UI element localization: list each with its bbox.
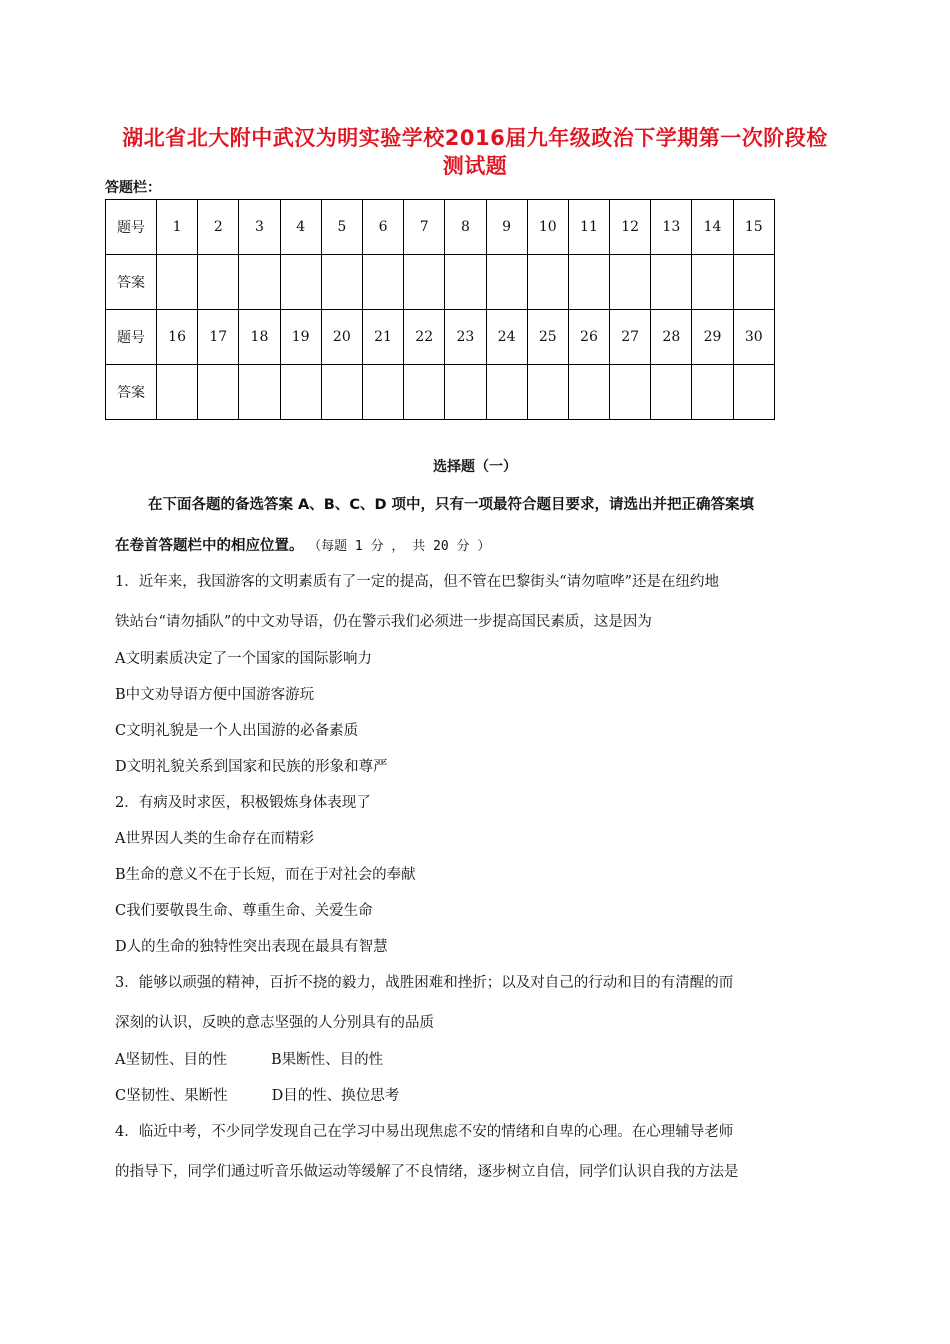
- answer-cell[interactable]: [321, 365, 362, 420]
- answer-cell[interactable]: [733, 365, 774, 420]
- answer-cell[interactable]: [486, 255, 527, 310]
- question-number: 11: [568, 200, 609, 255]
- answer-cell[interactable]: [404, 365, 445, 420]
- answer-cell[interactable]: [692, 365, 733, 420]
- answer-cell[interactable]: [692, 255, 733, 310]
- question-number: 21: [362, 310, 403, 365]
- answer-cell[interactable]: [157, 365, 198, 420]
- answer-cell[interactable]: [527, 365, 568, 420]
- instruction-note: （每题 1 分 ， 共 20 分 ）: [308, 539, 491, 554]
- question-number: 5: [321, 200, 362, 255]
- question-number: 17: [198, 310, 239, 365]
- question-number: 6: [362, 200, 403, 255]
- answer-cell[interactable]: [486, 365, 527, 420]
- answer-row-1: [106, 255, 775, 310]
- number-header: 题号: [106, 200, 157, 255]
- question-3-line-2: 深刻的认识，反映的意志坚强的人分别具有的品质: [115, 1015, 434, 1031]
- question-number: 22: [404, 310, 445, 365]
- question-number: 4: [280, 200, 321, 255]
- question-number: 9: [486, 200, 527, 255]
- number-row-2: [106, 310, 775, 365]
- answer-row-2: [106, 365, 775, 420]
- question-number: 30: [733, 310, 774, 365]
- question-number: 2: [198, 200, 239, 255]
- answer-cell[interactable]: [610, 255, 651, 310]
- question-number: 29: [692, 310, 733, 365]
- answer-cell[interactable]: [198, 255, 239, 310]
- answer-cell[interactable]: [651, 255, 692, 310]
- title-line-2: 测试题: [442, 154, 508, 178]
- document-title: [105, 124, 845, 180]
- question-3-line-1: 3．能够以顽强的精神，百折不挠的毅力，战胜困难和挫折；以及对自己的行动和目的有清醒的而: [115, 975, 734, 991]
- number-header: 题号: [106, 310, 157, 365]
- question-number: 13: [651, 200, 692, 255]
- question-2-option-d[interactable]: D人的生命的独特性突出表现在最具有智慧: [115, 939, 388, 955]
- question-3-option-d[interactable]: D目的性、换位思考: [271, 1088, 400, 1104]
- answer-cell[interactable]: [362, 365, 403, 420]
- answer-cell[interactable]: [568, 255, 609, 310]
- answer-cell[interactable]: [404, 255, 445, 310]
- answer-header: 答案: [106, 365, 157, 420]
- question-1-line-2: 铁站台“请勿插队”的中文劝导语，仍在警示我们必须进一步提高国民素质，这是因为: [115, 614, 652, 630]
- question-number: 14: [692, 200, 733, 255]
- question-4-line-2: 的指导下，同学们通过听音乐做运动等缓解了不良情绪，逐步树立自信，同学们认识自我的方法是: [115, 1164, 739, 1180]
- question-number: 25: [527, 310, 568, 365]
- answer-cell[interactable]: [651, 365, 692, 420]
- question-number: 27: [610, 310, 651, 365]
- question-number: 7: [404, 200, 445, 255]
- answer-header: 答案: [106, 255, 157, 310]
- question-1-option-d[interactable]: D文明礼貌关系到国家和民族的形象和尊严: [115, 759, 388, 775]
- answer-cell[interactable]: [445, 255, 486, 310]
- question-number: 18: [239, 310, 280, 365]
- question-3-option-a[interactable]: A坚韧性、目的性: [115, 1052, 227, 1068]
- answer-cell[interactable]: [445, 365, 486, 420]
- question-2-option-c[interactable]: C我们要敬畏生命、尊重生命、关爱生命: [115, 903, 373, 919]
- question-3-options-row-1: [115, 1048, 383, 1069]
- answer-cell[interactable]: [362, 255, 403, 310]
- question-number: 23: [445, 310, 486, 365]
- answer-cell[interactable]: [239, 255, 280, 310]
- answer-cell[interactable]: [198, 365, 239, 420]
- question-1-option-a[interactable]: A文明素质决定了一个国家的国际影响力: [115, 651, 372, 667]
- question-1-line-1: 1．近年来，我国游客的文明素质有了一定的提高，但不管在巴黎街头“请勿喧哗”还是在纽约地: [115, 574, 720, 590]
- question-3-options-row-2: [115, 1084, 399, 1105]
- question-number: 16: [157, 310, 198, 365]
- question-number: 3: [239, 200, 280, 255]
- question-number: 28: [651, 310, 692, 365]
- question-2-option-a[interactable]: A世界因人类的生命存在而精彩: [115, 831, 314, 847]
- question-number: 1: [157, 200, 198, 255]
- question-number: 20: [321, 310, 362, 365]
- question-3-option-b[interactable]: B果断性、目的性: [270, 1052, 384, 1068]
- instruction-line-1: 在下面各题的备选答案 A、B、C、D 项中，只有一项最符合题目要求，请选出并把正确答案填: [148, 497, 755, 513]
- question-4-line-1: 4．临近中考，不少同学发现自己在学习中易出现焦虑不安的情绪和自卑的心理。在心理辅导老师: [115, 1124, 734, 1140]
- answer-cell[interactable]: [280, 365, 321, 420]
- question-number: 8: [445, 200, 486, 255]
- question-number: 26: [568, 310, 609, 365]
- question-number: 10: [527, 200, 568, 255]
- answer-cell[interactable]: [321, 255, 362, 310]
- answer-cell[interactable]: [568, 365, 609, 420]
- instruction-line-2: [115, 534, 490, 555]
- instruction-text: 在卷首答题栏中的相应位置。: [115, 538, 304, 554]
- question-number: 15: [733, 200, 774, 255]
- question-number: 24: [486, 310, 527, 365]
- answer-cell[interactable]: [239, 365, 280, 420]
- title-line-1: 湖北省北大附中武汉为明实验学校2016届九年级政治下学期第一次阶段检: [122, 126, 828, 150]
- answer-grid: [105, 199, 775, 420]
- question-3-option-c[interactable]: C坚韧性、果断性: [115, 1088, 228, 1104]
- answer-cell[interactable]: [527, 255, 568, 310]
- question-number: 19: [280, 310, 321, 365]
- answer-cell[interactable]: [280, 255, 321, 310]
- section-title: 选择题（一）: [433, 459, 517, 475]
- number-row-1: [106, 200, 775, 255]
- question-1-option-c[interactable]: C文明礼貌是一个人出国游的必备素质: [115, 723, 359, 739]
- question-number: 12: [610, 200, 651, 255]
- question-2-line-1: 2．有病及时求医，积极锻炼身体表现了: [115, 795, 371, 811]
- answer-cell[interactable]: [610, 365, 651, 420]
- answer-cell[interactable]: [157, 255, 198, 310]
- question-2-option-b[interactable]: B生命的意义不在于长短，而在于对社会的奉献: [115, 867, 416, 883]
- answer-cell[interactable]: [733, 255, 774, 310]
- answer-sheet-label: 答题栏：: [105, 180, 161, 196]
- question-1-option-b[interactable]: B中文劝导语方便中国游客游玩: [115, 687, 315, 703]
